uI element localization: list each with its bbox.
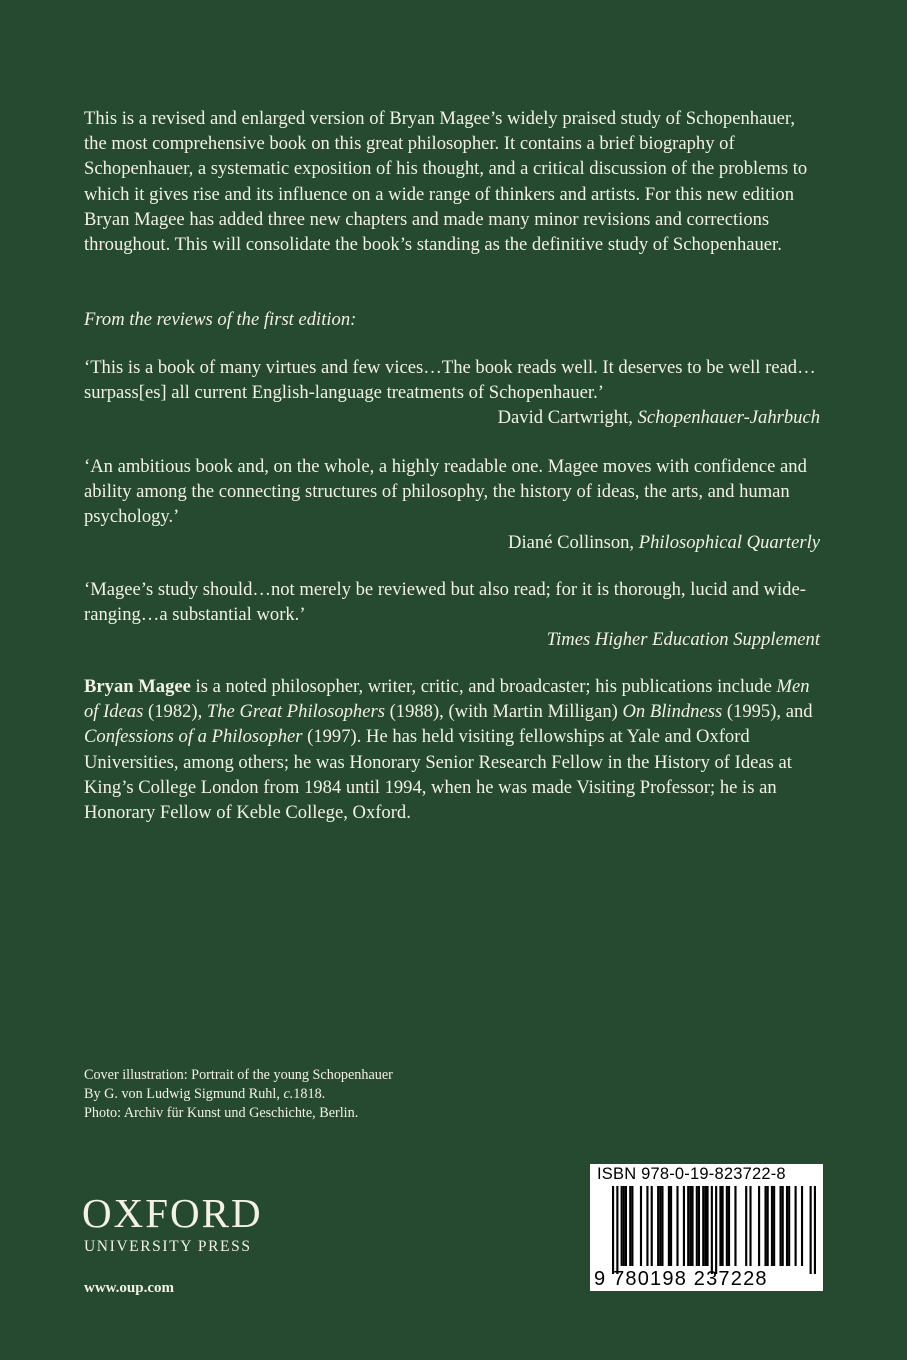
ean-digits: 9 780198 237228 [594, 1268, 768, 1290]
book-title: Men of Ideas [84, 676, 810, 723]
publisher-subtitle: UNIVERSITY PRESS [84, 1238, 252, 1255]
barcode-bar [676, 1186, 678, 1266]
barcode-bar [706, 1186, 708, 1266]
publisher-name: OXFORD [82, 1190, 263, 1236]
barcode-bar [719, 1186, 721, 1266]
barcode-bar [629, 1186, 631, 1266]
barcode-bar [631, 1186, 633, 1266]
review-quote-1 [84, 355, 820, 431]
barcode-bar [801, 1186, 803, 1266]
barcode-bar [625, 1186, 627, 1266]
barcode-bar [696, 1186, 698, 1266]
reviews-heading: From the reviews of the first edition: [84, 309, 357, 330]
barcode-bar [683, 1186, 685, 1266]
barcode-bar [771, 1186, 773, 1266]
barcode-bar [698, 1186, 700, 1266]
barcode-bar [782, 1186, 784, 1266]
author-name: Bryan Magee [84, 676, 191, 697]
barcode-bar [668, 1186, 670, 1266]
barcode-bar [612, 1186, 614, 1274]
barcode-bar [764, 1186, 766, 1266]
book-title: The Great Philosophers [206, 701, 385, 723]
description-paragraph: This is a revised and enlarged version of Bryan Magee’s widely praised study of Schopenhauer, the most comprehensive book on this great philosopher. It contains a brief biography of Schopenhauer, a systematic exposition of his thought, and a critical discussion of the problems to which it gives rise and its influence on a wide range of thinkers and artists. For this new edition Bryan Magee has added three new chapters and made many minor revisions and corrections throughout. This will consolidate the book’s standing as the definitive study of Schopenhauer. [84, 108, 808, 256]
barcode-bar [745, 1186, 747, 1266]
barcode-bar [691, 1186, 693, 1266]
barcode-bar [623, 1186, 625, 1266]
barcode-bar [670, 1186, 672, 1266]
book-description [84, 106, 820, 257]
barcode-bar [795, 1186, 797, 1266]
barcode-bar [646, 1186, 648, 1266]
review-text: ‘An ambitious book and, on the whole, a highly readable one. Magee moves with confidence and ability among the connecting structures of philosophy, the history of ideas, the arts, and human psychology.’ [84, 456, 807, 528]
barcode-bar [734, 1186, 736, 1266]
book-title: On Blindness [622, 701, 723, 723]
barcode-bar [702, 1186, 704, 1266]
publisher-website: www.oup.com [84, 1280, 175, 1296]
cover-credits: Cover illustration: Portrait of the young Schopenhauer By G. von Ludwig Sigmund Ruhl, c.1818. Photo: Archiv für Kunst und Geschichte, Berlin. [84, 1067, 393, 1121]
barcode-bar [767, 1186, 769, 1266]
review-attribution [84, 627, 820, 652]
review-attribution [84, 405, 820, 430]
barcode-bar [715, 1186, 717, 1274]
barcode-bars [612, 1186, 816, 1274]
barcode-bar [749, 1186, 751, 1266]
barcode-bar [616, 1186, 618, 1274]
barcode-bar [661, 1186, 663, 1266]
barcode-bar [814, 1186, 816, 1274]
review-author: Diané Collinson, [508, 531, 639, 553]
barcode-bar [704, 1186, 706, 1266]
review-attribution [84, 530, 820, 555]
review-text: ‘This is a book of many virtues and few vices…The book reads well. It deserves to be well read…surpass[es] all current English-language treatments of Schopenhauer.’ [84, 357, 816, 404]
review-source: Philosophical Quarterly [638, 531, 820, 553]
barcode-bar [689, 1186, 691, 1266]
barcode-bar [711, 1186, 713, 1274]
barcode-bar [651, 1186, 653, 1266]
publisher-logo [82, 1190, 302, 1257]
barcode-bar [786, 1186, 788, 1266]
barcode-bar [773, 1186, 775, 1266]
barcode-bar [621, 1186, 623, 1266]
review-source: Times Higher Education Supplement [546, 629, 820, 651]
review-text: ‘Magee’s study should…not merely be reviewed but also read; for it is thorough, lucid and wide-ranging…a substantial work.’ [84, 579, 806, 626]
isbn-label: ISBN 978-0-19-823722-8 [597, 1165, 786, 1183]
barcode-bar [640, 1186, 642, 1266]
author-bio: Bryan Magee is a noted philosopher, writer, critic, and broadcaster; his publications include Men of Ideas (1982), The Great Philosophers (1988), (with Martin Milligan) On Blindness (1995), and Confessions of a Philosopher (1997). He has held visiting fellowships at Yale and Oxford Universities, among others; he was Honorary Senior Research Fellow in the History of Ideas at King’s College London from 1984 until 1994, when he was made Visiting Professor; he is an Honorary Fellow of Keble College, Oxford. [84, 676, 813, 824]
barcode-bar [722, 1186, 724, 1266]
review-source: Schopenhauer-Jahrbuch [637, 407, 820, 429]
barcode-bar [788, 1186, 790, 1266]
isbn-barcode [590, 1164, 823, 1291]
barcode-bar [687, 1186, 689, 1266]
barcode-bar [659, 1186, 661, 1266]
review-quote-2 [84, 454, 820, 555]
barcode-bar [779, 1186, 781, 1266]
barcode-bar [726, 1186, 728, 1266]
barcode-bar [728, 1186, 730, 1266]
barcode-bar [657, 1186, 659, 1266]
review-quote-3 [84, 577, 820, 653]
book-title: Confessions of a Philosopher [84, 726, 303, 748]
review-author: David Cartwright, [497, 407, 638, 429]
barcode-bar [758, 1186, 760, 1266]
barcode-bar [810, 1186, 812, 1274]
